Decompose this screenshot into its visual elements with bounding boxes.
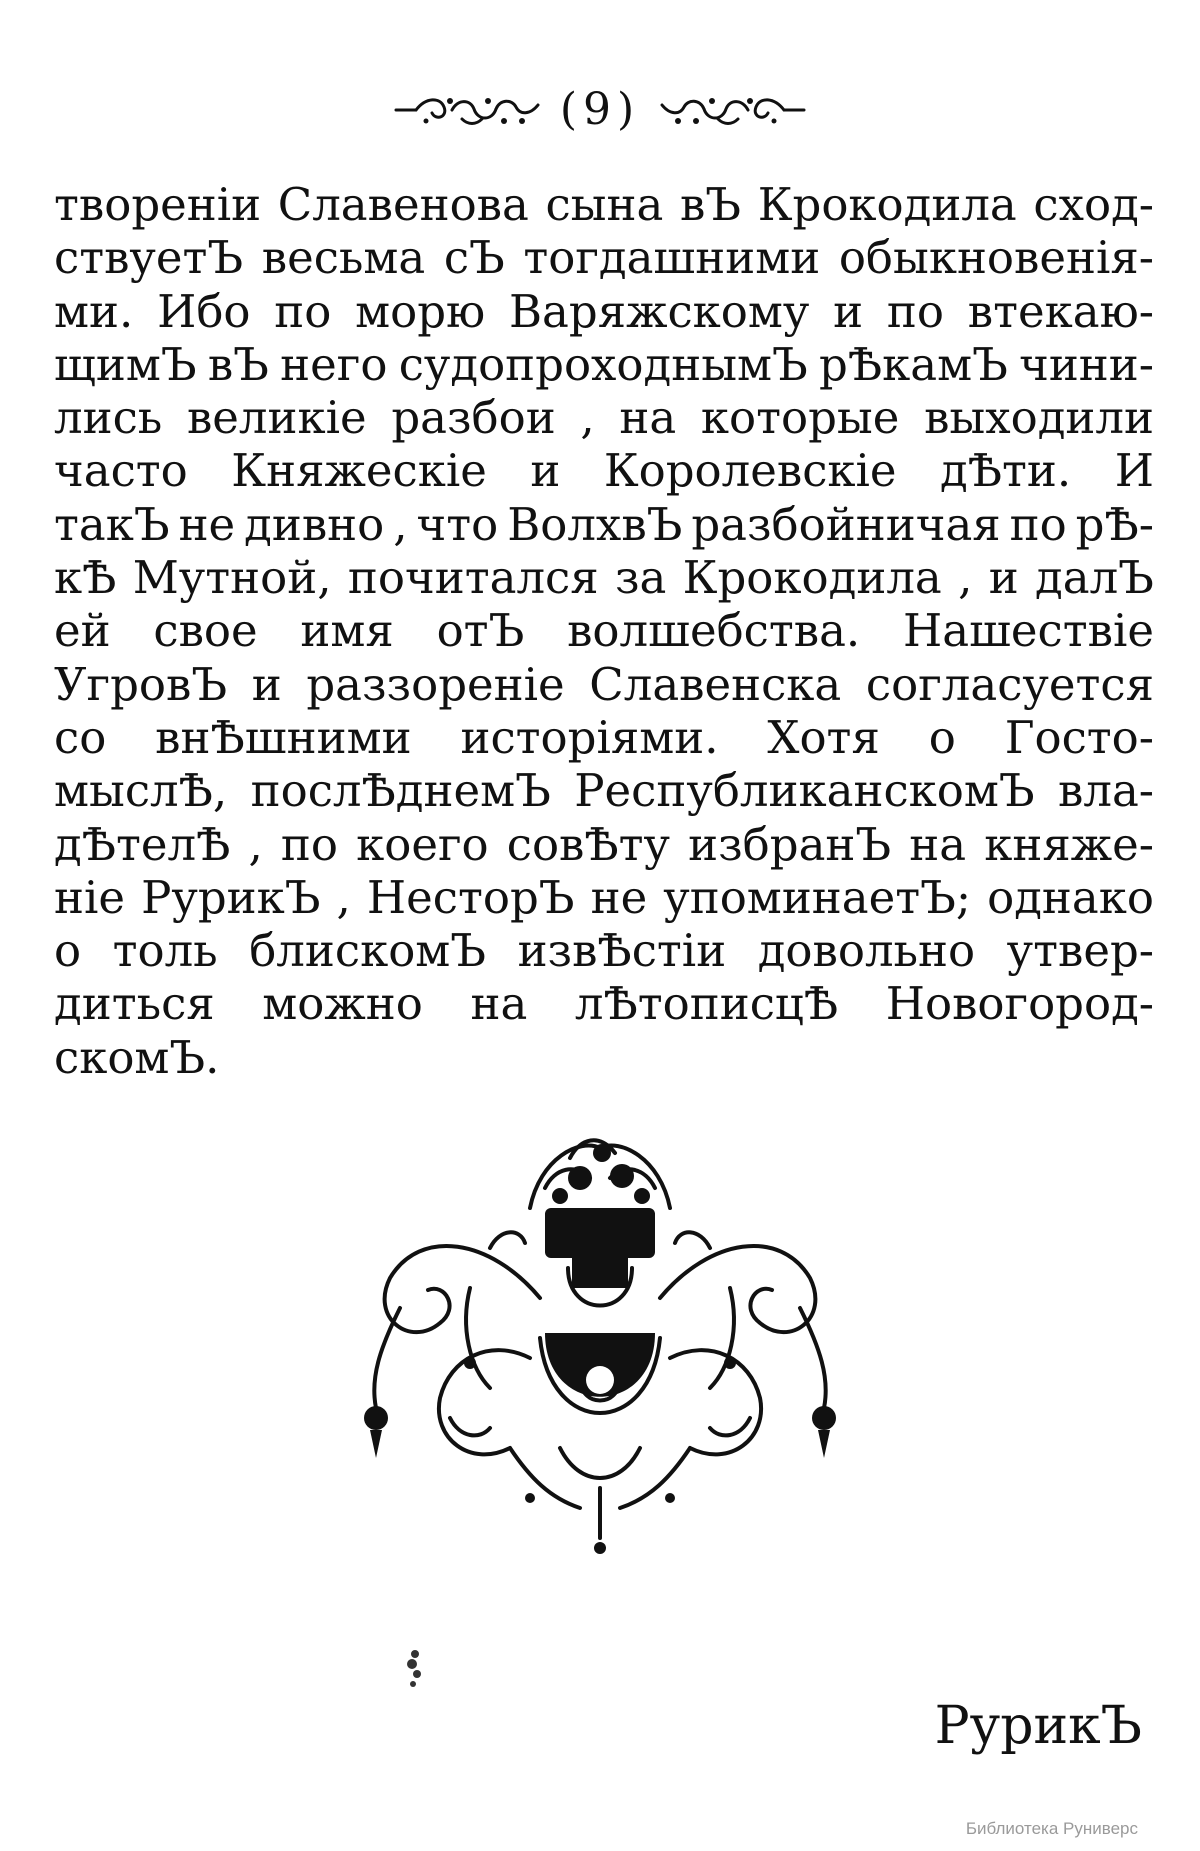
text-line — [54, 764, 1154, 817]
word: по — [280, 817, 338, 871]
word: вла- — [1058, 764, 1154, 818]
word: княже- — [984, 817, 1154, 871]
word: утвер- — [1006, 924, 1154, 978]
word: по — [274, 284, 332, 338]
word: можно — [262, 977, 423, 1031]
text-line — [54, 924, 1154, 977]
text-line — [54, 818, 1154, 871]
word: согласуется — [865, 657, 1154, 711]
text-line — [54, 444, 1154, 497]
text-line — [54, 1031, 1154, 1084]
text-line — [54, 977, 1154, 1030]
word: Мутной, — [132, 551, 332, 605]
word: дѢти. — [940, 444, 1072, 498]
word: Крокодила — [682, 551, 942, 605]
ink-smudge — [400, 1646, 430, 1692]
word: тогдашними — [523, 231, 821, 285]
text-line — [54, 658, 1154, 711]
left-flourish-icon — [392, 93, 542, 127]
word: избранЪ — [688, 817, 892, 871]
word: диться — [54, 977, 215, 1031]
word: втекаю- — [967, 284, 1154, 338]
word: НесторЪ — [366, 870, 575, 924]
text-line — [54, 285, 1154, 338]
word: и — [988, 551, 1019, 605]
word: свое — [153, 604, 258, 658]
word: Новогород- — [885, 977, 1154, 1031]
word: довольно — [757, 924, 976, 978]
word: не — [590, 870, 648, 924]
text-line — [54, 178, 1154, 231]
word: послѢднемЪ — [250, 764, 551, 818]
page-header — [0, 80, 1200, 140]
text-line — [54, 871, 1154, 924]
word: на — [909, 817, 967, 871]
text-line — [54, 711, 1154, 764]
word: скомЪ. — [54, 1030, 220, 1084]
word: сына — [545, 178, 664, 231]
word: и — [251, 657, 282, 711]
word: за — [614, 551, 667, 605]
body-text — [54, 178, 1154, 1084]
word: толь — [112, 924, 218, 978]
word: лѢтописцѢ — [574, 977, 839, 1031]
text-line — [54, 338, 1154, 391]
right-flourish-icon — [658, 93, 808, 127]
word: выходили — [924, 391, 1154, 445]
word: волшебства. — [567, 604, 861, 658]
word: по — [1009, 497, 1067, 551]
text-line — [54, 604, 1154, 657]
word: упоминаетЪ; — [663, 870, 972, 924]
word: ми. — [54, 284, 134, 338]
word: коего — [356, 817, 489, 871]
word: такЪ — [54, 497, 170, 551]
text-line — [54, 391, 1154, 444]
word: ей — [54, 604, 111, 658]
word: Королевскiе — [603, 444, 897, 498]
word: мыслѢ, — [54, 764, 228, 818]
word: Варяжскому — [508, 284, 810, 338]
word: разбои — [391, 391, 556, 445]
word: , — [248, 817, 263, 871]
word: Гостo- — [1004, 710, 1154, 764]
word: нiе — [54, 870, 126, 924]
text-line — [54, 498, 1154, 551]
text-line — [54, 551, 1154, 604]
word: рѢкамЪ — [819, 337, 1008, 391]
word: и — [833, 284, 864, 338]
word: совѢту — [506, 817, 671, 871]
word: Ибо — [157, 284, 251, 338]
word: Княжескiе — [231, 444, 487, 498]
word: чини- — [1019, 337, 1154, 391]
word: часто — [54, 444, 188, 498]
word: которые — [700, 391, 900, 445]
word: весьма — [261, 231, 426, 285]
word: него — [280, 337, 388, 391]
word: внѢшними — [155, 710, 412, 764]
word: обыкновенiя- — [838, 231, 1154, 285]
word: раззоренiе — [306, 657, 565, 711]
word: дивно — [244, 497, 385, 551]
floral-vignette-icon — [340, 1118, 860, 1568]
word: вЪ — [207, 337, 269, 391]
word: РеспубликанскомЪ — [574, 764, 1035, 818]
word: далЪ — [1035, 551, 1154, 605]
word: по — [886, 284, 944, 338]
word: имя — [300, 604, 394, 658]
word: почитался — [347, 551, 599, 605]
word: И — [1114, 444, 1154, 498]
word: что — [416, 497, 499, 551]
word: ствуетЪ — [54, 231, 244, 285]
word: блискомЪ — [249, 924, 487, 978]
word: кѢ — [54, 551, 117, 605]
word: и — [530, 444, 561, 498]
word: исторiями. — [460, 710, 719, 764]
word: РурикЪ — [141, 870, 321, 924]
word: , — [580, 391, 595, 445]
word: на — [470, 977, 528, 1031]
word: морю — [355, 284, 486, 338]
word: сЪ — [443, 231, 505, 285]
word: сход- — [1033, 178, 1154, 231]
text-line — [54, 231, 1154, 284]
word: щимЪ — [54, 337, 197, 391]
word: ВолхвЪ — [507, 497, 683, 551]
word: творенiи — [54, 178, 262, 231]
word: , — [393, 497, 408, 551]
word: Славенска — [589, 657, 842, 711]
word: УгровЪ — [54, 657, 228, 711]
word: на — [619, 391, 677, 445]
word: со — [54, 710, 107, 764]
word: дѢтелѢ — [54, 817, 231, 871]
word: , — [336, 870, 351, 924]
word: вЪ — [679, 178, 742, 231]
word: великiе — [186, 391, 367, 445]
word: Славенова — [277, 178, 529, 231]
word: судопроходнымЪ — [398, 337, 808, 391]
word: о — [928, 710, 956, 764]
word: о — [54, 924, 82, 978]
word: извѢстiи — [517, 924, 727, 978]
word: Хотя — [767, 710, 880, 764]
page-number: (9) — [559, 84, 641, 135]
word: лись — [54, 391, 163, 445]
word: однако — [987, 870, 1154, 924]
word: разбойничая — [691, 497, 1001, 551]
word: отЪ — [436, 604, 525, 658]
word: Нашествiе — [903, 604, 1154, 658]
library-watermark: Библиотека Руниверс — [965, 1819, 1138, 1838]
word: рѢ- — [1075, 497, 1154, 551]
catchword: РурикЪ — [934, 1696, 1142, 1756]
word: не — [178, 497, 236, 551]
word: Крокодила — [757, 178, 1017, 231]
word: , — [958, 551, 973, 605]
